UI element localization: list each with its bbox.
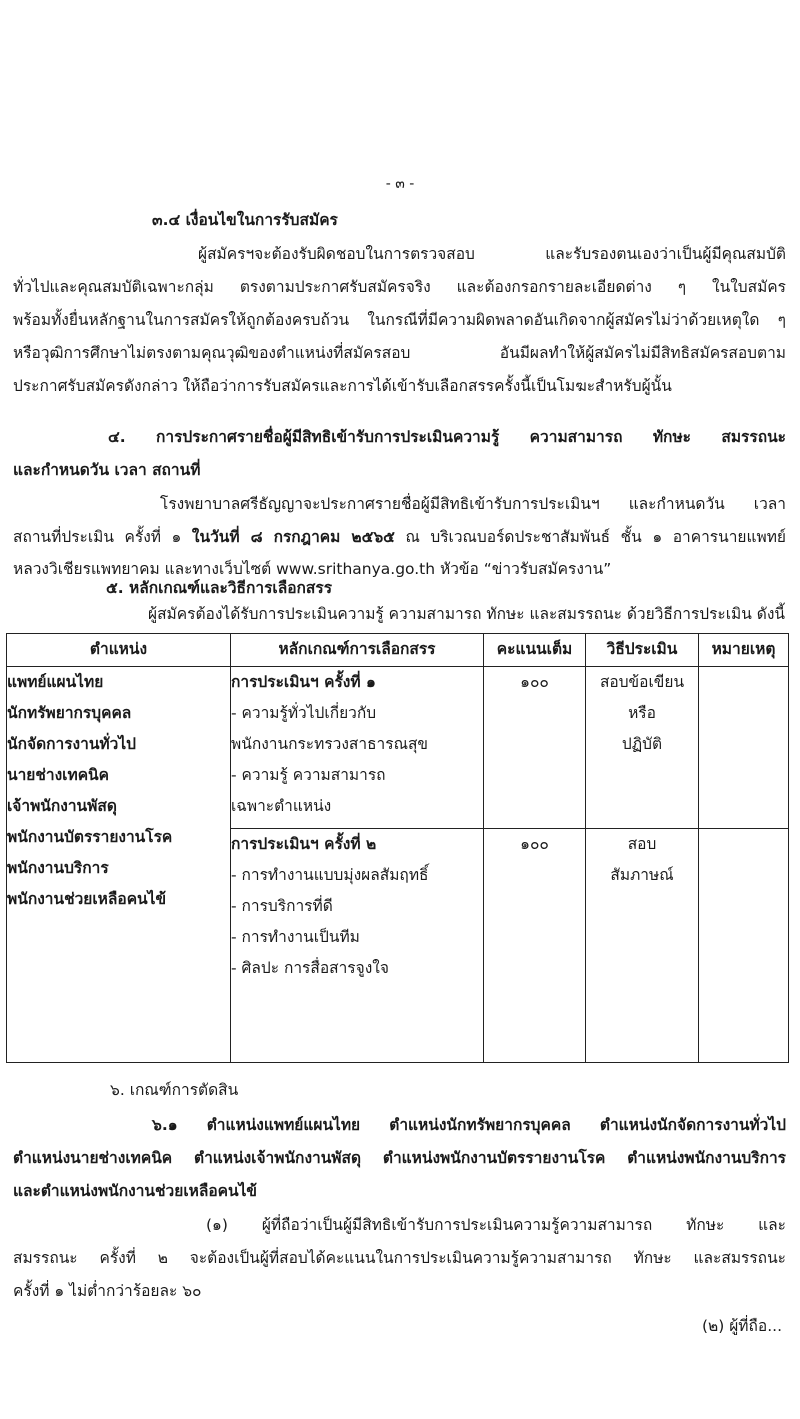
round-2-remark <box>699 829 789 1063</box>
section-3-4-line-2: ทั่วไปและคุณสมบัติเฉพาะกลุ่ม ตรงตามประกาศรับสมัครจริง และต้องกรอกรายละเอียดต่าง ๆ ในใบสมัคร <box>13 278 786 296</box>
section-5-heading: ๕. หลักเกณฑ์และวิธีการเลือกสรร <box>106 579 333 597</box>
section-4-line-2-a: สถานที่ประเมิน ครั้งที่ ๑ <box>13 528 192 546</box>
section-6-1-line-2: ตำแหน่งนายช่างเทคนิค ตำแหน่งเจ้าพนักงานพัสดุ ตำแหน่งพนักงานบัตรรายงานโรค ตำแหน่งพนักงานบริการ <box>13 1149 786 1167</box>
table-row-round-1 <box>7 667 789 829</box>
round-2-item: - ศิลปะ การสื่อสารจูงใจ <box>231 959 389 977</box>
section-6-heading: ๖. เกณฑ์การตัดสิน <box>110 1081 239 1099</box>
section-3-4-line-5: ประกาศรับสมัครดังกล่าว ให้ถือว่าการรับสมัครและการได้เข้ารับเลือกสรรครั้งนี้เป็นโมฆะสำหรับผู้นั้น <box>13 377 672 395</box>
section-4-heading-line-2: และกำหนดวัน เวลา สถานที่ <box>13 461 201 479</box>
round-1-remark <box>699 667 789 829</box>
position-item: เจ้าพนักงานพัสดุ <box>7 797 117 815</box>
header-full-score: คะแนนเต็ม <box>484 634 586 667</box>
position-item: นักจัดการงานทั่วไป <box>7 735 136 753</box>
round-2-title: การประเมินฯ ครั้งที่ ๒ <box>231 835 377 853</box>
position-item: แพทย์แผนไทย <box>7 673 104 691</box>
section-4-line-1: โรงพยาบาลศรีธัญญาจะประกาศรายชื่อผู้มีสิทธิเข้ารับการประเมินฯ และกำหนดวัน เวลา <box>160 495 786 513</box>
round-1-method-line: ปฏิบัติ <box>621 735 663 753</box>
position-item: พนักงานบัตรรายงานโรค <box>7 828 173 846</box>
round-1-method-line: หรือ <box>628 704 656 722</box>
position-item: พนักงานบริการ <box>7 859 109 877</box>
round-2-score: ๑๐๐ <box>484 829 586 1063</box>
header-method: วิธีประเมิน <box>586 634 699 667</box>
round-1-criteria-cell <box>231 667 484 829</box>
round-1-item: เฉพาะตำแหน่ง <box>231 797 332 815</box>
section-6-1-line-1: ๖.๑ ตำแหน่งแพทย์แผนไทย ตำแหน่งนักทรัพยากรบุคคล ตำแหน่งนักจัดการงานทั่วไป <box>152 1116 786 1134</box>
round-1-title: การประเมินฯ ครั้งที่ ๑ <box>231 673 376 691</box>
round-2-method-line: สอบ <box>627 835 657 853</box>
round-1-score: ๑๐๐ <box>484 667 586 829</box>
round-1-method-line: สอบข้อเขียน <box>599 673 685 691</box>
section-4-line-2 <box>13 521 786 554</box>
section-5-intro: ผู้สมัครต้องได้รับการประเมินความรู้ ความสามารถ ทักษะ และสมรรถนะ ด้วยวิธีการประเมิน ดังนี้ <box>148 605 786 623</box>
item-1-line-1: (๑) ผู้ที่ถือว่าเป็นผู้มีสิทธิเข้ารับการประเมินความรู้ความสามารถ ทักษะ และ <box>206 1216 786 1234</box>
position-item: นายช่างเทคนิค <box>7 766 110 784</box>
position-item: นักทรัพยากรบุคคล <box>7 704 132 722</box>
section-3-4-line-1: ผู้สมัครฯจะต้องรับผิดชอบในการตรวจสอบ และรับรองตนเองว่าเป็นผู้มีคุณสมบัติ <box>198 245 786 263</box>
round-1-item: - ความรู้ ความสามารถ <box>231 766 386 784</box>
header-criteria: หลักเกณฑ์การเลือกสรร <box>231 634 484 667</box>
round-1-method-cell <box>586 667 699 829</box>
section-3-4-heading: ๓.๔ เงื่อนไขในการรับสมัคร <box>152 211 338 229</box>
round-1-item: - ความรู้ทั่วไปเกี่ยวกับ <box>231 704 377 722</box>
round-2-item: - การทำงานเป็นทีม <box>231 928 360 946</box>
round-2-method-line: สัมภาษณ์ <box>610 866 674 884</box>
section-3-4-line-3: พร้อมทั้งยื่นหลักฐานในการสมัครให้ถูกต้องครบถ้วน ในกรณีที่มีความผิดพลาดอันเกิดจากผู้สมัครไม่ว่าด้วยเหตุใด ๆ <box>13 311 786 329</box>
header-position: ตำแหน่ง <box>7 634 231 667</box>
section-4-line-3: หลวงวิเชียรแพทยาคม และทางเว็บไซต์ www.srithanya.go.th หัวข้อ “ข่าวรับสมัครงาน” <box>13 560 612 578</box>
announcement-date: ในวันที่ ๘ กรกฎาคม ๒๕๖๕ <box>191 528 395 546</box>
section-4-heading-line-1: ๔. การประกาศรายชื่อผู้มีสิทธิเข้ารับการประเมินความรู้ ความสามารถ ทักษะ สมรรถนะ <box>108 428 786 446</box>
table-header-row <box>7 634 789 667</box>
positions-cell <box>7 667 231 1063</box>
item-1-line-2: สมรรถนะ ครั้งที่ ๒ จะต้องเป็นผู้ที่สอบได้คะแนนในการประเมินความรู้ความสามารถ ทักษะ และสมรรถนะ <box>13 1249 786 1267</box>
page-number: - ๓ - <box>385 176 415 192</box>
selection-criteria-table <box>6 633 789 1063</box>
round-2-item: - การบริการที่ดี <box>231 897 333 915</box>
positions-list <box>7 667 230 915</box>
section-3-4-line-4: หรือวุฒิการศึกษาไม่ตรงตามคุณวุฒิของตำแหน่งที่สมัครสอบ อันมีผลทำให้ผู้สมัครไม่มีสิทธิสมัครสอบตาม <box>13 344 786 362</box>
section-6-1-line-3: และตำแหน่งพนักงานช่วยเหลือคนไข้ <box>13 1182 258 1200</box>
round-2-method-cell <box>586 829 699 1063</box>
round-2-criteria-cell <box>231 829 484 1063</box>
round-2-item: - การทำงานแบบมุ่งผลสัมฤทธิ์ <box>231 866 429 884</box>
section-4-line-2-c: ณ บริเวณบอร์ดประชาสัมพันธ์ ชั้น ๑ อาคารนายแพทย์ <box>394 528 786 546</box>
position-item: พนักงานช่วยเหลือคนไข้ <box>7 890 167 908</box>
item-1-line-3: ครั้งที่ ๑ ไม่ต่ำกว่าร้อยละ ๖๐ <box>13 1282 202 1300</box>
round-1-item: พนักงานกระทรวงสาธารณสุข <box>231 735 429 753</box>
header-remark: หมายเหตุ <box>699 634 789 667</box>
continuation-text: (๒) ผู้ที่ถือ... <box>701 1317 782 1335</box>
